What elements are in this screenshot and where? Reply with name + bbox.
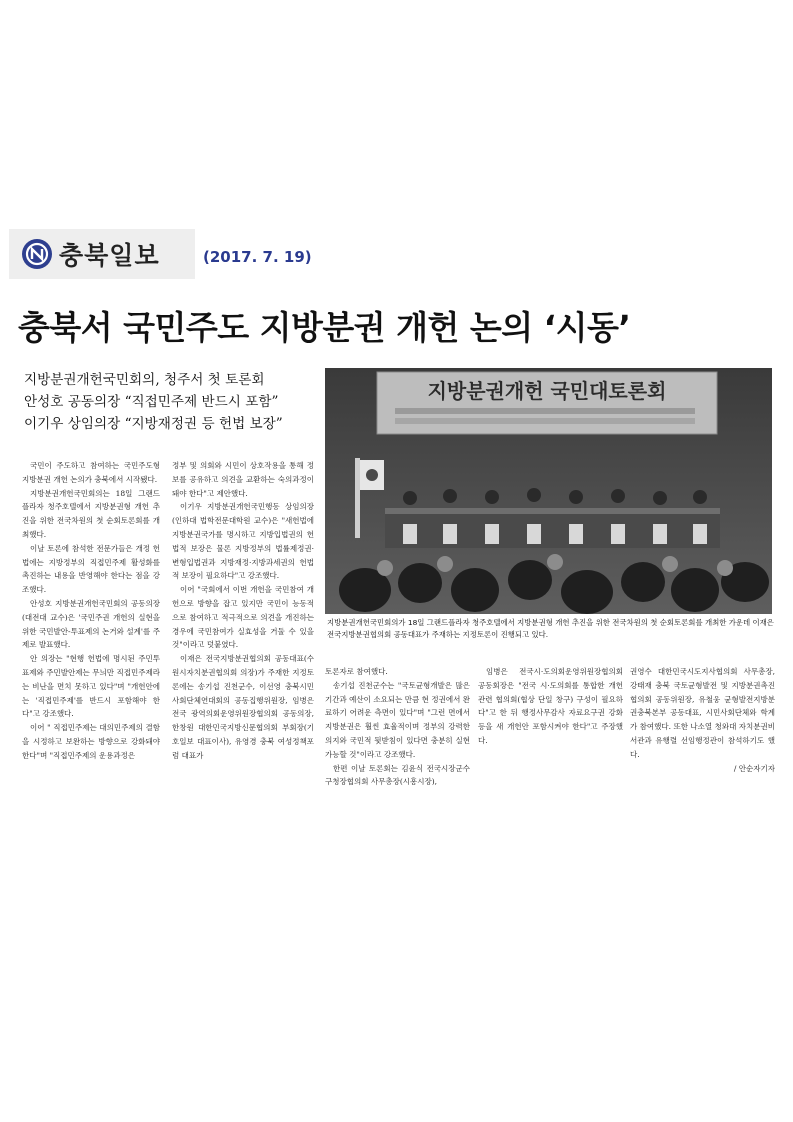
paragraph: 지방분권개헌국민회의는 18일 그랜드플라자 청주호텔에서 지방분권형 개헌 추진을 위한 전국차원의 첫 순회토론회를 개최했다. xyxy=(22,488,160,539)
paragraph: 토론자로 참여했다. xyxy=(325,667,388,676)
publication-date: (2017. 7. 19) xyxy=(203,248,312,266)
subheadline: 안성호 공동의장 “직접민주제 반드시 포함” xyxy=(24,394,279,410)
newspaper-name: 충북일보 xyxy=(59,241,160,270)
paragraph: 이어 " 직접민주제는 대의민주제의 결함을 시정하고 보완하는 방향으로 강화돼야 한다"며 "직접민주제의 운용과정은 xyxy=(22,723,160,760)
banner-text: 지방분권개헌 국민대토론회 xyxy=(427,379,667,403)
subheadline: 이기우 상임의장 “지방재정권 등 헌법 보장” xyxy=(24,416,283,432)
paragraph: 이재은 전국지방분권협의회 공동대표(수원시자치분권협의회 의장)가 주재한 지정토론에는 송기섭 진천군수, 이선영 충북시민사회단체연대회의 공동집행위원장, 임병은 전국 광역의회운영위원장협의회 공동의장, 한창원 대한민국지방신문협의회 부회장(기호일보 대표이사), 유영경 충북 여성정책포럼 대표가 xyxy=(172,654,314,760)
paragraph: 국민이 주도하고 참여하는 국민주도형 지방분권 개헌 논의가 충북에서 시작됐다. xyxy=(22,461,160,484)
photo-caption: 지방분권개헌국민회의가 18일 그랜드플라자 청주호텔에서 지방분권형 개헌 추진을 위한 전국차원의 첫 순회토론회를 개최한 가운데 이재은 전국지방분권협의회 공동대표가 주재하는 지정토론이 진행되고 있다. xyxy=(327,618,774,639)
paragraph: 이어 "국회에서 이번 개헌을 국민참여 개헌으로 방향을 잡고 있지만 국민이 능동적으로 참여하고 적극적으로 의견을 개진하는 경우에 국민참여가 실효성을 거둘 수 있을 것"이라고 덧붙였다. xyxy=(172,585,314,650)
article-column-1 xyxy=(22,459,160,763)
paragraph: 정부 및 의회와 시민이 상호작용을 통해 정보를 공유하고 의견을 교환하는 숙의과정이 돼야 한다"고 제안했다. xyxy=(172,461,314,498)
conference-photo xyxy=(325,368,772,614)
article-photo xyxy=(325,368,772,614)
paragraph: 송기섭 진천군수는 "국토균형개발은 많은 기간과 예산이 소요되는 만큼 현 정권에서 완료하기 어려운 측면이 있다"며 "그런 면에서 지방분권은 훨씬 효율적이며 정부의 강력한 의지와 국민적 뒷받침이 있다면 충분히 실현 가능할 것"이라고 강조했다. xyxy=(325,680,470,759)
paragraph: 안성호 지방분권개헌국민회의 공동의장(대전대 교수)은 '국민주권 개헌의 실현을 위한 국민발안-투표제의 논거와 설계'를 주제로 발표했다. xyxy=(22,598,160,650)
paragraph: 이기우 지방분권개헌국민행동 상임의장(인하대 법학전문대학원 교수)은 "새헌법에 지방분권국가를 명시하고 지방입법권의 헌법적 보장은 물론 지방정부의 법률제정권·변형입법권과 지방재정·지방과세권의 헌법적 보장이 필요하다"고 강조했다. xyxy=(172,502,314,581)
headline: 충북서 국민주도 지방분권 개헌 논의 ‘시동’ xyxy=(18,308,631,347)
paragraph: 임병은 전국시·도의회운영위원장협의회 공동회장은 "전국 시·도의회를 통합한 개헌관련 협의회(협상 단일 창구) 구성이 필요하다"고 한 뒤 행정사무감사 자료요구권 강화 등을 새 개헌안 포함시켜야 한다"고 주장했다. xyxy=(478,667,623,745)
article-column-5 xyxy=(630,665,775,775)
article-column-2 xyxy=(172,459,314,763)
subheadline: 지방분권개헌국민회의, 청주서 첫 토론회 xyxy=(24,372,265,388)
paragraph: 이날 토론에 참석한 전문가들은 개정 헌법에는 지방정부의 직접민주제 활성화를 촉진하는 내용을 반영해야 한다는 점을 강조했다. xyxy=(22,543,160,595)
article-column-4 xyxy=(478,665,623,748)
paragraph: 한편 이날 토론회는 김윤식 전국시장군수구청장협의회 사무총장(시흥시장), xyxy=(325,763,470,787)
subheadlines xyxy=(24,369,314,435)
masthead xyxy=(9,229,195,279)
newspaper-logo-icon xyxy=(21,238,53,270)
byline: / 안순자기자 xyxy=(733,763,775,773)
paragraph: 안 의장는 "현행 헌법에 명시된 주민투표제와 주민발안제는 무늬만 직접민주제라는 비난을 면치 못하고 있다"며 "개헌안에는 '직접민주제'를 반드시 포함해야 한다"고 강조했다. xyxy=(22,654,160,719)
paragraph: 권영수 대한민국시도지사협의회 사무총장, 강태재 충북 국토균형발전 및 지방분권촉진협의회 공동위원장, 유철웅 균형발전지방분권충북본부 공동대표, 시민사회단체와 학계가 참여했다. 또한 나소열 청와대 자치분권비서관과 유행렬 선임행정관이 참석하기도 했다. xyxy=(630,667,775,759)
article-column-3 xyxy=(325,665,470,789)
